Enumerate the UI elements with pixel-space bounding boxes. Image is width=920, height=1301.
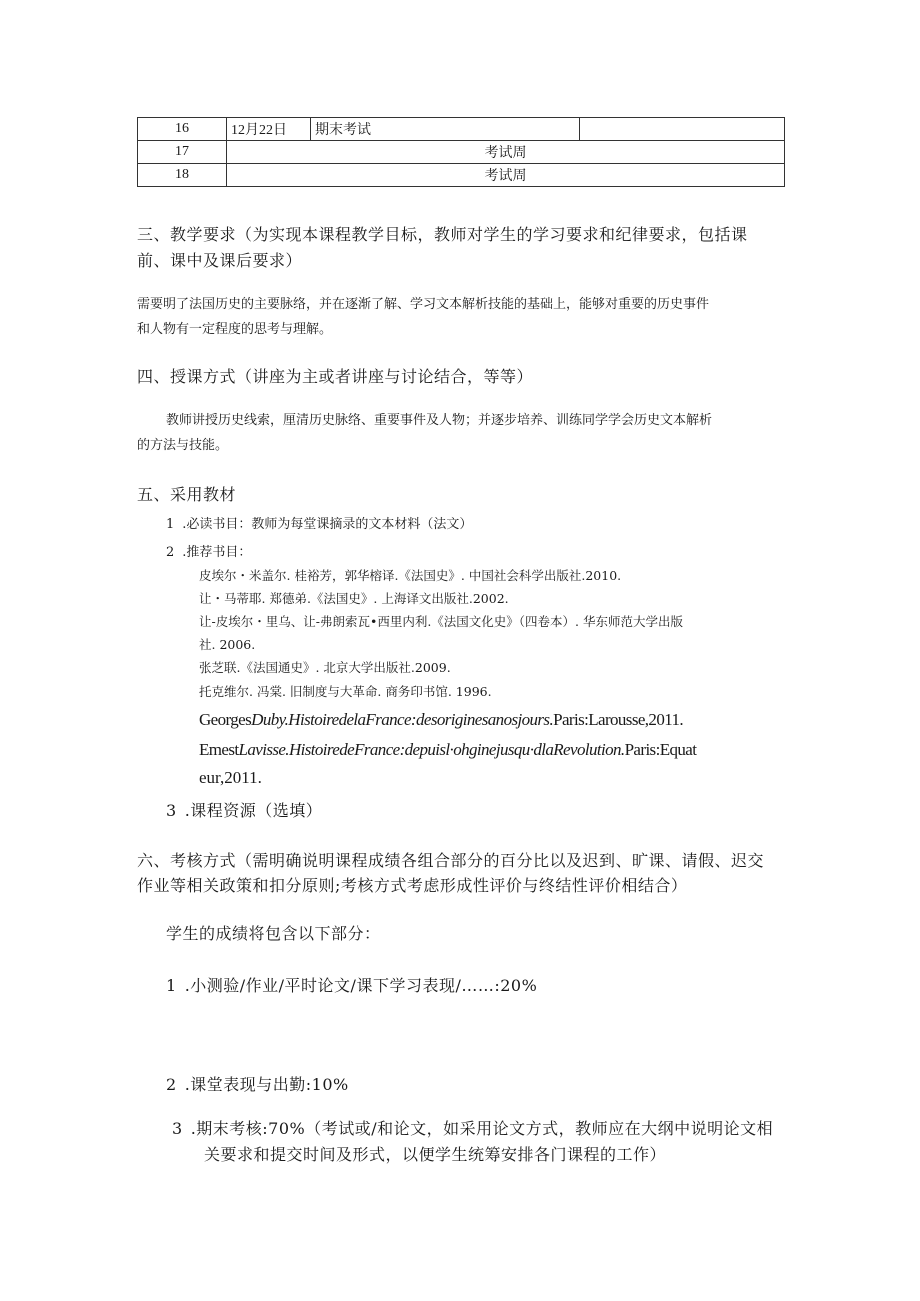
ref-publisher: Paris:Larousse,2011. <box>553 710 684 729</box>
section3-body-line2: 和人物有一定程度的思考与理解。 <box>137 322 333 337</box>
item-number: 2 <box>166 545 175 560</box>
topic-cell: 期末考试 <box>311 118 580 141</box>
section3-body-line1: 需要明了法国历史的主要脉络，并在逐渐了解、学习文本解析技能的基础上，能够对重要的历史事件 <box>137 297 710 312</box>
section4-body-line1: 教师讲授历史线索，厘清历史脉络、重要事件及人物；并逐步培养、训练同学学会历史文本解析 <box>166 413 713 428</box>
ref-author: Georges <box>199 710 252 729</box>
merged-cell: 考试周 <box>227 141 785 164</box>
grading-item-3 <box>172 1116 773 1139</box>
textbook-item-2 <box>166 541 251 560</box>
book-entry: 让-皮埃尔・里乌、让-弗朗索瓦•西里内利.《法国文化史》（四卷本）. 华东师范大学出版 <box>199 614 683 629</box>
grading-intro: 学生的成绩将包含以下部分： <box>166 924 381 943</box>
book-entry: 皮埃尔・米盖尔. 桂裕芳，郭华榕译.《法国史》. 中国社会科学出版社.2010. <box>199 568 622 583</box>
section5-heading: 五、采用教材 <box>137 485 237 504</box>
section3-heading-line1: 三、教学要求（为实现本课程教学目标，教师对学生的学习要求和纪律要求，包括课 <box>137 225 748 244</box>
section6-heading-line2: 作业等相关政策和扣分原则;考核方式考虑形成性评价与终结性评价相结合） <box>137 876 688 895</box>
textbook-item-3 <box>166 798 322 821</box>
item-number: 1 <box>166 517 175 532</box>
table-row <box>138 141 785 164</box>
book-entry: 张芝联.《法国通史》. 北京大学出版社.2009. <box>199 660 451 675</box>
item-number: 3 <box>172 1119 183 1138</box>
ref-title: Duby.HistoiredelaFrance:desoriginesanosjours. <box>251 710 554 729</box>
item-number: 2 <box>166 1075 177 1094</box>
week-cell: 16 <box>138 118 227 141</box>
item-text: .必读书目：教师为每堂课摘录的文本材料（法文） <box>182 517 473 532</box>
ref-author: Emest <box>199 740 239 759</box>
item-text: .课堂表现与出勤:10% <box>184 1075 349 1094</box>
item-text: .期末考核:70%（考试或/和论文，如采用论文方式，教师应在大纲中说明论文相 <box>190 1119 774 1138</box>
item-number: 1 <box>166 976 177 995</box>
textbook-item-1 <box>166 513 472 532</box>
schedule-table <box>137 117 785 187</box>
book-entry: 托克维尔. 冯棠. 旧制度与大革命. 商务印书馆. 1996. <box>199 684 492 699</box>
item-number: 3 <box>166 801 177 820</box>
week-cell: 17 <box>138 141 227 164</box>
item-text: .小测验/作业/平时论文/课下学习表现/……:20% <box>184 976 538 995</box>
merged-cell: 考试周 <box>227 164 785 187</box>
item-text: .推荐书目： <box>182 545 252 560</box>
grading-item-2 <box>166 1072 349 1095</box>
item-text: .课程资源（选填） <box>184 801 323 820</box>
ref-title: Lavisse.HistoiredeFrance:depuisl·ohginejusqu·dlaRevolution. <box>238 740 625 759</box>
section3-heading-line2: 前、课中及课后要求） <box>137 251 303 270</box>
extra-cell <box>580 118 785 141</box>
section4-body-line2: 的方法与技能。 <box>137 438 229 453</box>
section6-heading-line1: 六、考核方式（需明确说明课程成绩各组合部分的百分比以及迟到、旷课、请假、迟交 <box>137 851 765 870</box>
table-row <box>138 164 785 187</box>
book-entry: 让・马蒂耶. 郑德弟.《法国史》. 上海译文出版社.2002. <box>199 591 509 606</box>
book-entry: 社. 2006. <box>199 637 256 652</box>
table-row <box>138 118 785 141</box>
section4-heading: 四、授课方式（讲座为主或者讲座与讨论结合，等等） <box>137 367 534 386</box>
grading-item-1 <box>166 973 537 996</box>
ref-publisher: Paris:Equat <box>624 740 697 759</box>
date-cell: 12月22日 <box>227 118 311 141</box>
foreign-reference-2 <box>199 740 696 760</box>
foreign-reference-1 <box>199 710 683 730</box>
week-cell: 18 <box>138 164 227 187</box>
grading-item-3-cont: 关要求和提交时间及形式，以便学生统筹安排各门课程的工作） <box>204 1145 667 1164</box>
foreign-reference-2-cont: eur,2011. <box>199 768 262 787</box>
